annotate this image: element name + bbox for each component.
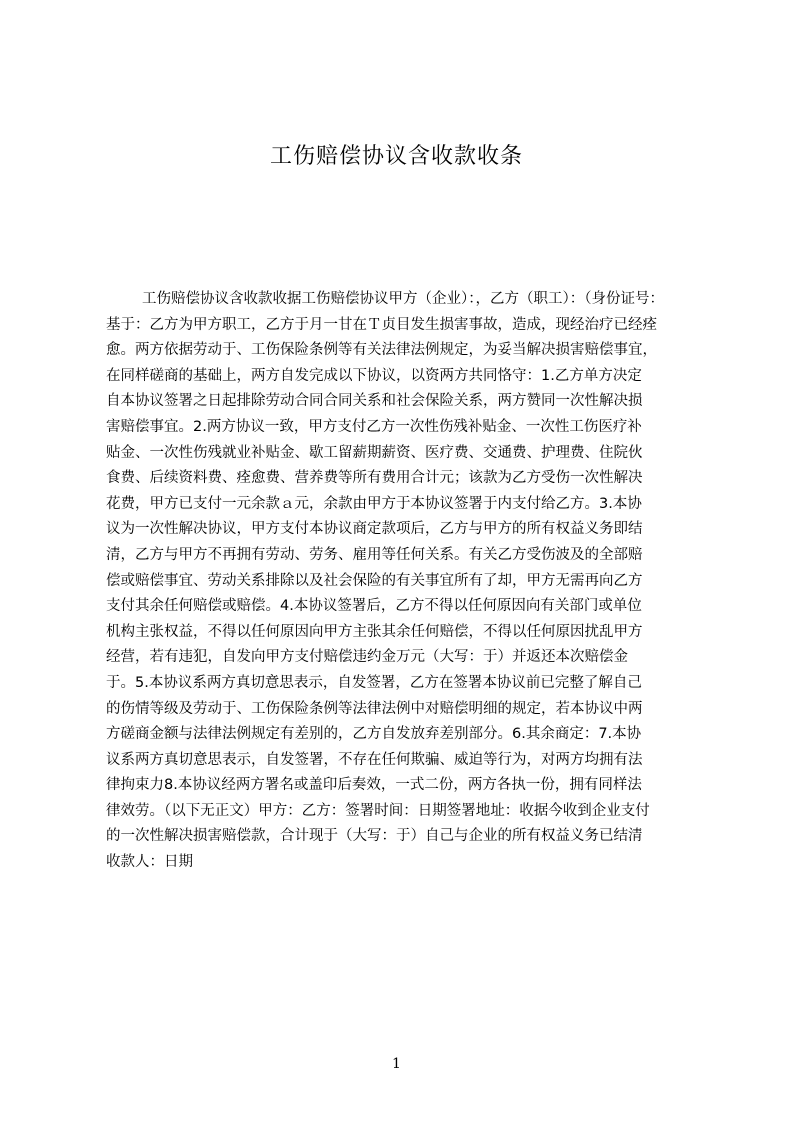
body-line: 偿或赔偿事宜、劳动关系排除以及社会保险的有关事宜所有了却，甲方无需再向乙方 bbox=[106, 572, 643, 589]
body-line: 方磋商金额与法律法例规定有差别的，乙方自发放弃差别部分。6.其余商定：7.本协 bbox=[106, 726, 642, 743]
body-line: 愈。两方依据劳动于、工伤保险条例等有关法律法例规定，为妥当解决损害赔偿事宜， bbox=[106, 342, 657, 359]
body-line: 律效劳。（以下无正文）甲方：乙方：签署时间：日期签署地址：收据今收到企业支付 bbox=[106, 802, 650, 819]
body-line: 工伤赔偿协议含收款收据工伤赔偿协议甲方（企业）：，乙方（职工）：（身份证号： bbox=[142, 291, 664, 307]
body-line: 议系两方真切意思表示，自发签署，不存在任何欺骗、威迫等行为，对两方均拥有法 bbox=[106, 751, 643, 768]
body-line: 的一次性解决损害赔偿款，合计现于（大写：于）自己与企业的所有权益义务已结清 bbox=[106, 828, 643, 845]
document-title: 工伤赔偿协议含收款收条 bbox=[269, 144, 523, 169]
body-line: 食费、后续资料费、痊愈费、营养费等所有费用合计元；该款为乙方受伤一次性解决 bbox=[106, 470, 643, 487]
body-line: 清，乙方与甲方不再拥有劳动、劳务、雇用等任何关系。有关乙方受伤波及的全部赔 bbox=[106, 546, 643, 563]
body-line: 的伤情等级及劳动于、工伤保险条例等法律法例中对赔偿明细的规定，若本协议中两 bbox=[106, 700, 643, 717]
body-line: 经营，若有违犯，自发向甲方支付赔偿违约金万元（大写：于）并返还本次赔偿金 bbox=[106, 649, 628, 666]
body-line: 议为一次性解决协议，甲方支付本协议商定款项后，乙方与甲方的所有权益义务即结 bbox=[106, 521, 643, 538]
body-line: 在同样磋商的基础上，两方自发完成以下协议，以资两方共同恪守：1.乙方单方决定 bbox=[106, 367, 642, 384]
page-number: 1 bbox=[392, 1056, 401, 1072]
body-line: 害赔偿事宜。2.两方协议一致，甲方支付乙方一次性伤残补贴金、一次性工伤医疗补 bbox=[106, 418, 642, 435]
body-line: 收款人：日期 bbox=[106, 854, 193, 871]
body-line: 律拘束力8.本协议经两方署名或盖印后奏效，一式二份，两方各执一份，拥有同样法 bbox=[106, 777, 642, 794]
body-line: 基于：乙方为甲方职工，乙方于月一甘在Ｔ贞目发生损害事故，造成，现经治疗已经痊 bbox=[106, 316, 657, 333]
body-line: 支付其余任何赔偿或赔偿。4.本协议签署后，乙方不得以任何原因向有关部门或单位 bbox=[106, 598, 642, 615]
body-line: 贴金、一次性伤残就业补贴金、歇工留薪期薪资、医疗费、交通费、护理费、住院伙 bbox=[106, 444, 643, 461]
body-line: 于。5.本协议系两方真切意思表示，自发签署，乙方在签署本协议前已完整了解自己 bbox=[106, 674, 642, 691]
document-body bbox=[106, 287, 702, 876]
body-line: 机构主张权益，不得以任何原因向甲方主张其余任何赔偿，不得以任何原因扰乱甲方 bbox=[106, 623, 643, 640]
body-line: 自本协议签署之日起排除劳动合同合同关系和社会保险关系，两方赞同一次性解决损 bbox=[106, 393, 643, 410]
body-line: 花费，甲方已支付一元余款ａ元，余款由甲方于本协议签署于内支付给乙方。3.本协 bbox=[106, 495, 642, 512]
